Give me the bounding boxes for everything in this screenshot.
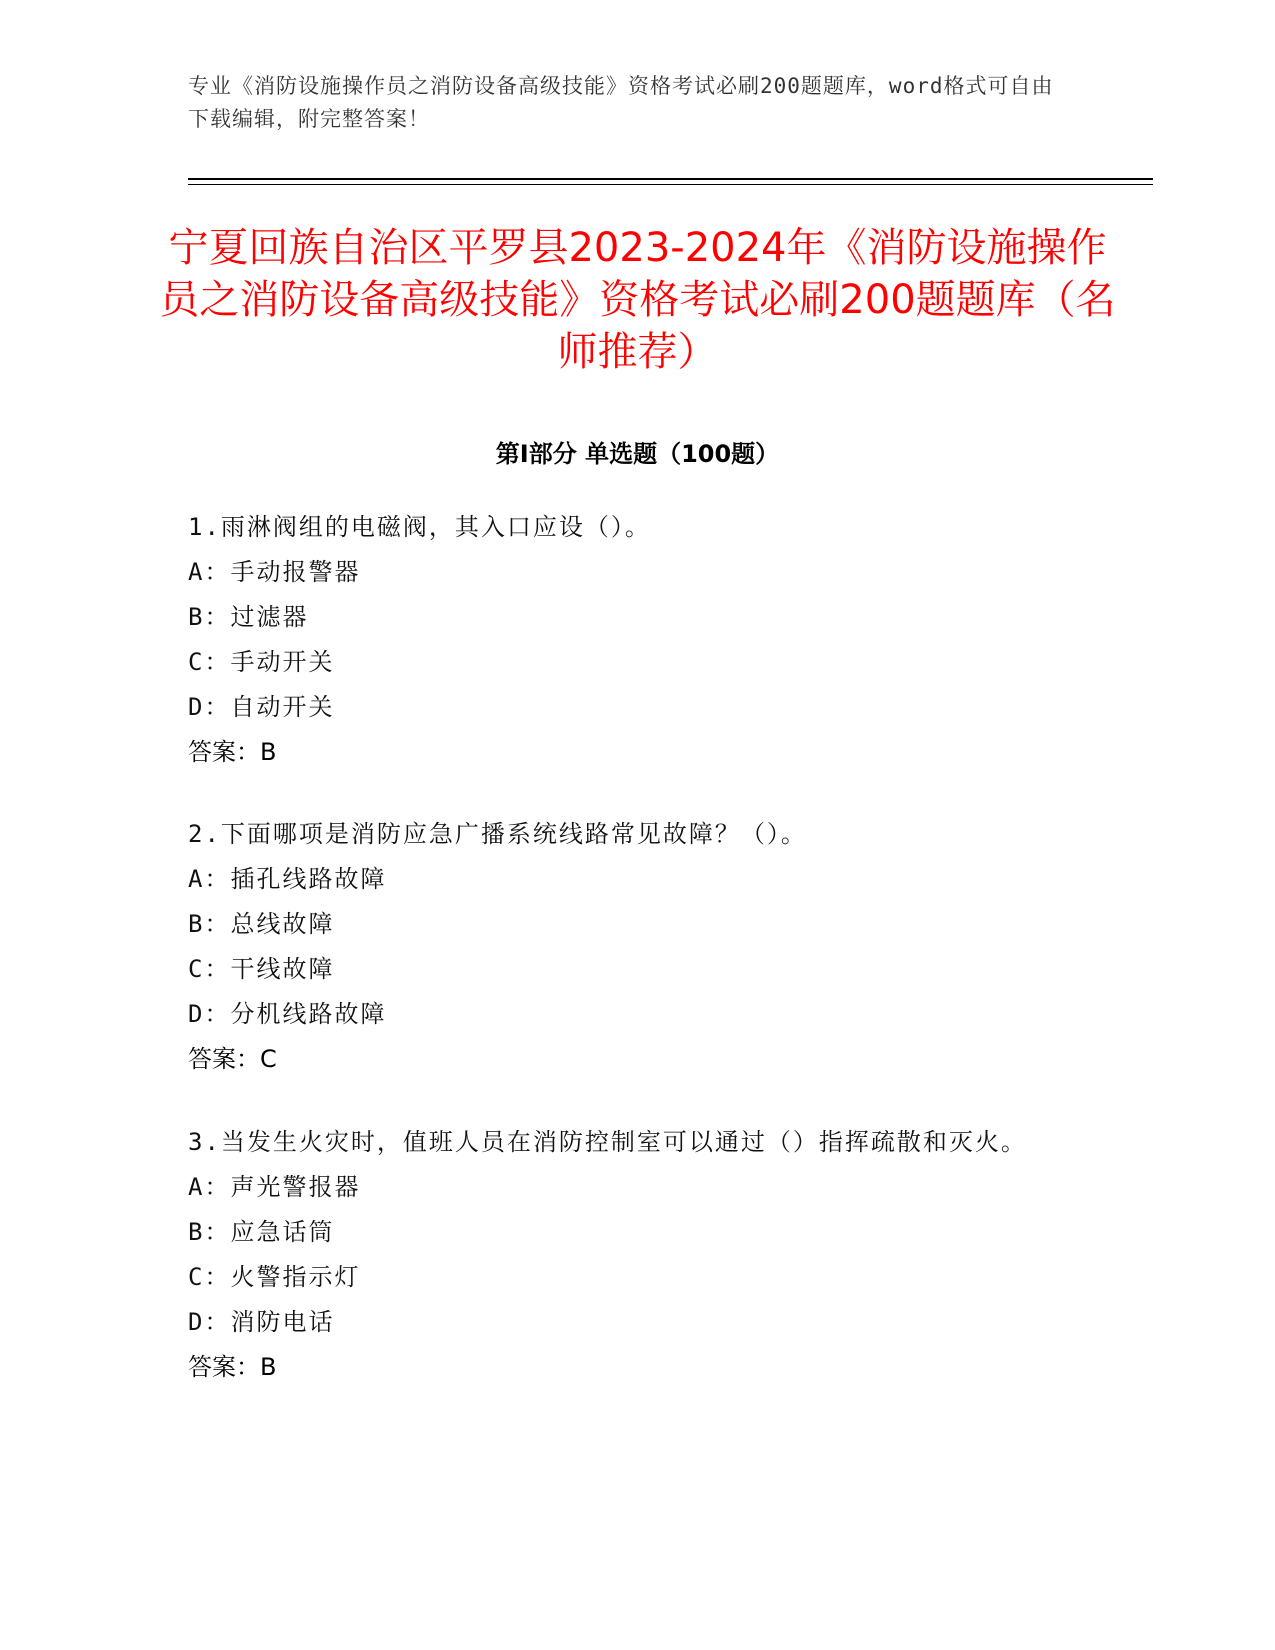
option-b: B：过滤器 (188, 603, 309, 631)
option-d: D：分机线路故障 (188, 1000, 387, 1028)
answer: 答案：B (188, 738, 277, 766)
option-c: C：干线故障 (188, 955, 335, 983)
question-3 (188, 1120, 1068, 1390)
answer: 答案：C (188, 1045, 277, 1073)
option-c: C：手动开关 (188, 648, 335, 676)
option-a: A：声光警报器 (188, 1173, 361, 1201)
option-d: D：消防电话 (188, 1308, 335, 1336)
question-2 (188, 812, 1068, 1082)
answer: 答案：B (188, 1353, 277, 1381)
header-note: 专业《消防设施操作员之消防设备高级技能》资格考试必刷200题题库，word格式可自由下载编辑，附完整答案！ (188, 74, 1054, 131)
question-stem: 1.雨淋阀组的电磁阀，其入口应设（）。 (188, 513, 651, 541)
option-a: A：手动报警器 (188, 558, 361, 586)
section-heading: 第Ⅰ部分 单选题（100题） (495, 440, 780, 468)
option-c: C：火警指示灯 (188, 1263, 361, 1291)
question-1 (188, 505, 1068, 775)
option-a: A：插孔线路故障 (188, 865, 387, 893)
question-stem: 3.当发生火灾时，值班人员在消防控制室可以通过（）指挥疏散和灭火。 (188, 1128, 1027, 1156)
header-rule-thick (188, 178, 1153, 180)
option-d: D：自动开关 (188, 693, 335, 721)
document-title: 宁夏回族自治区平罗县2023-2024年《消防设施操作员之消防设备高级技能》资格考试必刷200题题库（名师推荐） (159, 225, 1116, 375)
header-rule-thin (188, 184, 1153, 185)
option-b: B：应急话筒 (188, 1218, 335, 1246)
question-stem: 2.下面哪项是消防应急广播系统线路常见故障？（）。 (188, 820, 807, 848)
option-b: B：总线故障 (188, 910, 335, 938)
